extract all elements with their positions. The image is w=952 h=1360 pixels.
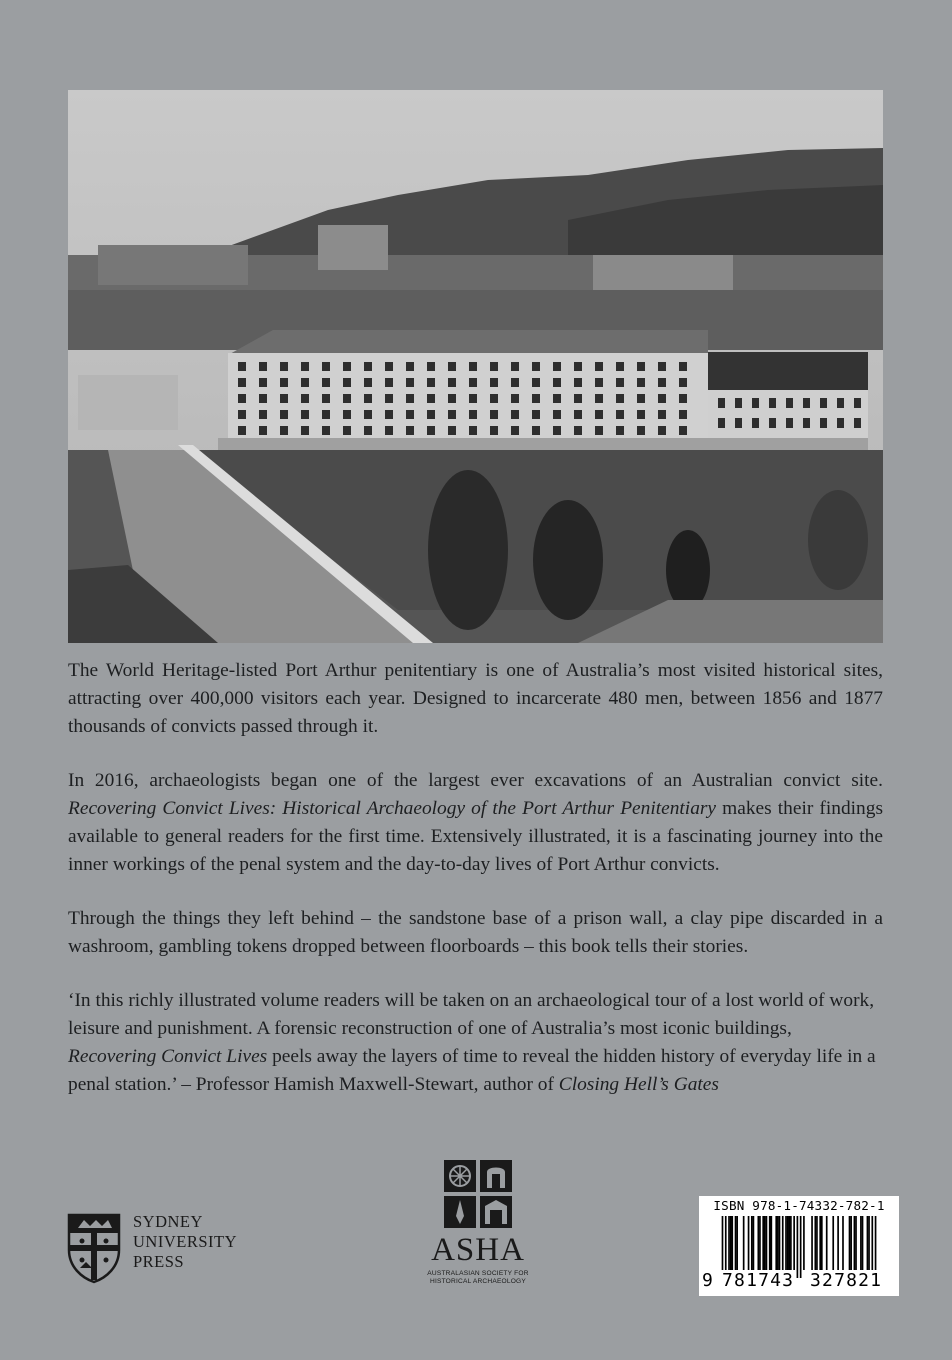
paragraph-text: peels away the layers of time to reveal the hidden history of everyday life in a penal station.’ – Professor Hamish Maxwell-Stewart, author of [68,1046,876,1095]
asha-emblem-icon [442,1158,514,1230]
barcode-bars [707,1216,891,1278]
crest-icon [66,1212,122,1284]
barcode-bar [788,1216,790,1270]
barcode-bar [748,1216,750,1270]
asha-logo [418,1158,538,1298]
barcode-bar [775,1216,777,1270]
barcode-bar [728,1216,730,1270]
italic-title: Recovering Convict Lives [68,1046,268,1067]
barcode-bar [785,1216,787,1270]
barcode-bar [849,1216,851,1270]
isbn-label: ISBN 978-1-74332-782-1 [713,1198,885,1213]
blurb-text [68,657,883,1125]
barcode-bar [764,1216,766,1270]
blurb-paragraph [68,767,883,879]
barcode-bar [725,1216,727,1278]
italic-title: Closing Hell’s Gates [558,1074,719,1095]
isbn-barcode [699,1196,899,1296]
blurb-paragraph [68,987,883,1099]
barcode-bar [837,1216,839,1270]
barcode-bar [842,1216,844,1270]
barcode-bar [762,1216,764,1270]
blurb-paragraph [68,905,883,961]
publisher-line: PRESS [133,1252,185,1271]
barcode-bar [797,1216,799,1278]
barcode-bar [779,1216,781,1270]
barcode-bar [868,1216,870,1270]
barcode-bar [832,1216,834,1270]
barcode-bar [793,1216,795,1270]
barcode-bar [875,1216,877,1278]
barcode-bar [759,1216,761,1270]
paragraph-text: In 2016, archaeologists began one of the largest ever excavations of an Australian convict site. [68,770,883,791]
blurb-paragraph [68,657,883,741]
barcode-bar [819,1216,821,1270]
barcode-bar [735,1216,737,1270]
paragraph-text: ‘In this richly illustrated volume readers will be taken on an archaeological tour of a lost world of work, leisure and punishment. A forensic reconstruction of one of Australia’s most iconic buildings, [68,990,875,1039]
barcode-bar [850,1216,852,1270]
barcode-bar [751,1216,753,1270]
barcode-bar [821,1216,823,1270]
asha-subtitle-line: AUSTRALASIAN SOCIETY FOR [427,1270,529,1277]
italic-title: Recovering Convict Lives: Historical Archaeology of the Port Arthur Penitentiary [68,798,717,819]
barcode-digits-left: 781743 [722,1270,795,1291]
barcode-bar [777,1216,779,1270]
barcode-bar [860,1216,862,1270]
barcode-bar [730,1216,732,1270]
barcode-bar [766,1216,768,1270]
barcode-bar [782,1216,784,1270]
paragraph-text: makes their findings available to general readers for the first time. Extensively illustrated, it is a fascinating journey into the inner workings of the penal system and the day-to-day lives of Port Arthur convicts. [68,798,883,875]
barcode-bar [814,1216,816,1270]
barcode-bar [816,1216,818,1270]
asha-subtitle [418,1270,538,1286]
barcode-bar [790,1216,792,1270]
barcode-bar [722,1216,724,1278]
asha-name: ASHA [431,1232,525,1268]
barcode-bar [743,1216,745,1270]
asha-subtitle-line: HISTORICAL ARCHAEOLOGY [429,1278,526,1285]
barcode-bar [811,1216,813,1270]
publisher-line: UNIVERSITY [133,1232,237,1251]
barcode-digits-right: 327821 [810,1270,883,1291]
barcode-bar [757,1216,759,1270]
barcode-bar [800,1216,802,1278]
barcode-bar [753,1216,755,1270]
barcode-bar [769,1216,771,1270]
paragraph-text: Through the things they left behind – the sandstone base of a prison wall, a clay pipe discarded in a washroom, gambling tokens dropped between floorboards – this book tells their stories. [68,908,883,957]
barcode-bar [736,1216,738,1270]
barcode-bar [854,1216,856,1270]
barcode-bar [771,1216,773,1270]
publisher-name [133,1212,237,1272]
barcode-bar [731,1216,733,1270]
publisher-line: SYDNEY [133,1212,203,1231]
barcode-bar [867,1216,869,1270]
penitentiary-photo [68,90,883,643]
barcode-bar [787,1216,789,1270]
paragraph-text: The World Heritage-listed Port Arthur penitentiary is one of Australia’s most visited historical sites, attracting over 400,000 visitors each year. Designed to incarcerate 480 men, between 1856 and 1877 thousands of convicts passed through it. [68,660,883,737]
barcode-bar [803,1216,805,1270]
barcode-bar [826,1216,828,1270]
barcode-bar [862,1216,864,1270]
barcode-bar [871,1216,873,1278]
barcode-digit-lead: 9 [702,1270,713,1291]
cover-photo [68,90,883,643]
barcode-bar [855,1216,857,1270]
